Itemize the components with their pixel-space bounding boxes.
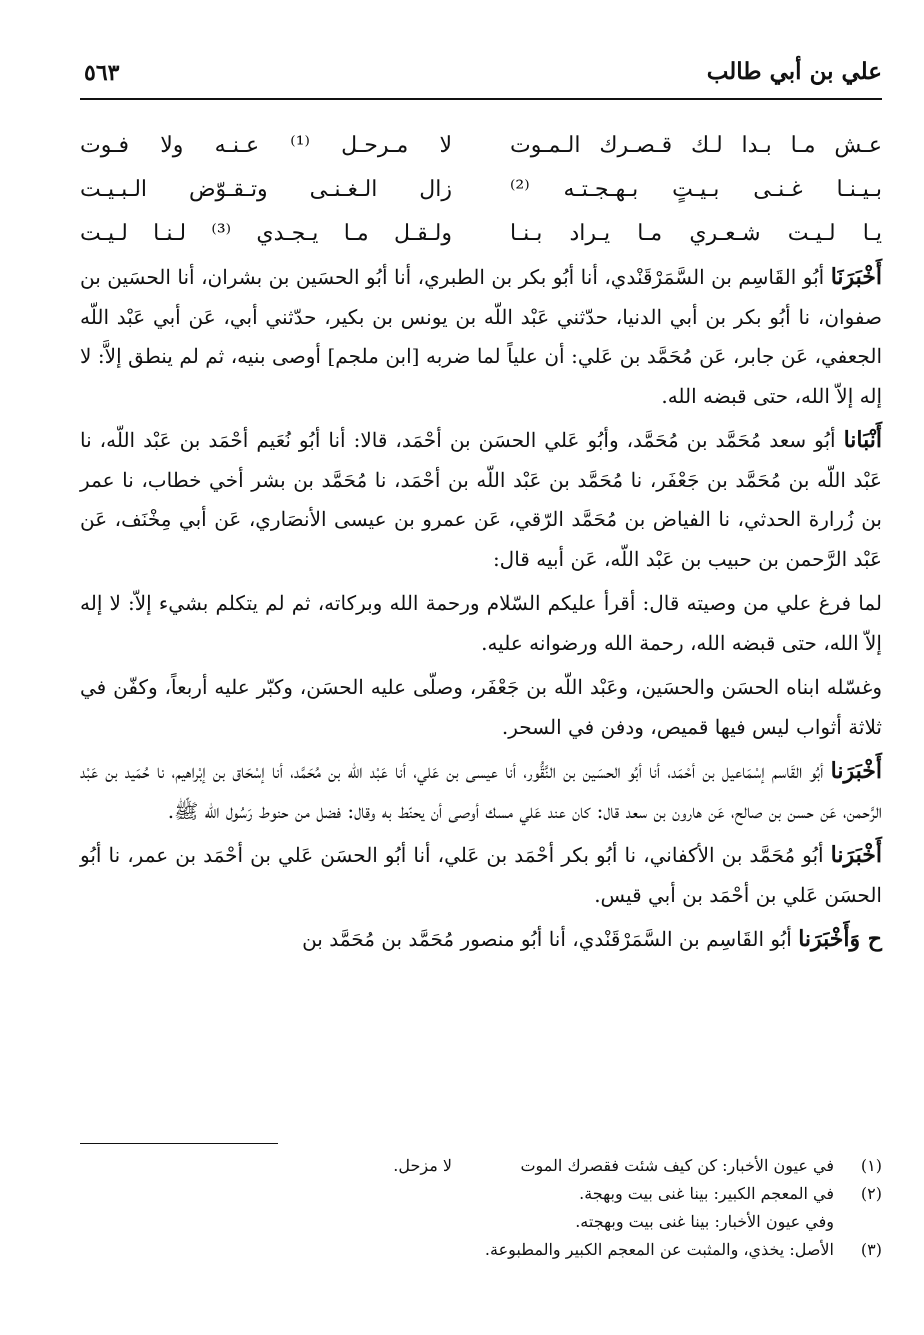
paragraph: [80, 920, 882, 960]
footnote-text: في عيون الأخبار: كن كيف شئت فقصرك الموت: [520, 1156, 834, 1175]
footnote-text: في المعجم الكبير: بينا غنى بيت وبهجة.: [579, 1184, 834, 1203]
poem-verse: [80, 214, 882, 258]
paragraph: [80, 752, 882, 831]
verse-first-hemistich: يـا لـيـت شـعـري مـا يـراد بـنـا: [510, 221, 882, 246]
page-header: [80, 58, 882, 100]
footnote-text-continued: لا مزحل.: [393, 1156, 452, 1175]
footnote-text: الأصل: يخذي، والمثبت عن المعجم الكبير والمطبوعة.: [484, 1240, 834, 1259]
narration-keyword: أَنْبَانا: [843, 427, 882, 453]
paragraph: [80, 421, 882, 579]
footnote-separator: [80, 1143, 278, 1144]
narration-keyword: ح وَأَخْبَرَنا: [798, 926, 882, 952]
paragraph-text: أبُو القَاسِم بن السَّمَرْقَنْدي، أنا أبُو بكر بن الطبري، أنا أبُو الحسَين بن بشران، أنا الحسَين بن صفوان، نا أبُو بكر بن أبي الدنيا، حدّثني عَبْد اللّه بن يونس بن بكير، حدّثني أبي، عَن أبي عَبْد اللّه الجعفي، عَن جابر، عَن مُحَمَّد بن عَلي: أن علياً لما ضربه [ابن ملجم] أوصى بنيه، ثم لم ينطق إلاَّ: لا إله إلاّ الله، حتى قبضه الله.: [80, 265, 882, 408]
verse-second-hemistich: زال الـغـنـى وتـقـوّض الـبـيـت: [80, 177, 452, 202]
paragraph: [80, 668, 882, 747]
footnotes: [80, 1152, 882, 1264]
paragraph-text: أبُو سعد مُحَمَّد بن مُحَمَّد، وأبُو عَلي الحسَن بن أحْمَد، قالا: أنا أبُو نُعَيم أحْمَد بن عَبْد اللّه، نا عَبْد اللّه بن مُحَمَّد بن جَعْفَر، نا مُحَمَّد بن عَبْد اللّه بن أحْمَد، نا مُحَمَّد بن بشر أخي خطاب، نا عمر بن زُرارة الحدثي، نا الفياض بن مُحَمَّد الرّقي، عَن عمرو بن عيسى الأنصَاري، عَن أبي مِخْنَف، عَن عَبْد الرَّحمن بن حبيب بن عَبْد اللّه، عَن أبيه قال:: [80, 428, 882, 571]
paragraph: [80, 584, 882, 663]
footnote: [80, 1208, 882, 1236]
paragraph: [80, 836, 882, 915]
paragraph-text: وغسّله ابناه الحسَن والحسَين، وعَبْد اللّه بن جَعْفَر، وصلّى عليه الحسَن، وكبّر عليه أربعاً، وكفّن في ثلاثة أثواب ليس فيها قميص، ودفن في السحر.: [80, 675, 882, 739]
verse-second-hemistich: ولـقـل مـا يـجـدي ⁽³⁾ لـنـا لـيـت: [80, 221, 452, 246]
footnote-number: (١): [860, 1156, 882, 1175]
poem-block: [80, 126, 882, 258]
page-number: ٥٦٣: [84, 60, 120, 86]
paragraph-text: لما فرغ علي من وصيته قال: أقرأ عليكم السّلام ورحمة الله وبركاته، ثم لم يتكلم بشيء إلاّ: لا إله إلاّ الله، حتى قبضه الله، رحمة الله ورضوانه عليه.: [80, 591, 882, 655]
poem-verse: [80, 126, 882, 170]
narration-keyword: أَخْبَرَنا: [830, 842, 882, 868]
running-title: علي بن أبي طالب: [706, 58, 882, 85]
verse-second-hemistich: لا مـرحـل ⁽¹⁾ عـنـه ولا فـوت: [80, 133, 453, 158]
narration-keyword: أَخْبَرَنا: [830, 758, 882, 784]
verse-first-hemistich: بـيـنـا غـنـى بـيـتٍ بـهـجـتـه ⁽²⁾: [510, 177, 882, 202]
narration-keyword: أَخْبَرَنَا: [830, 264, 883, 290]
paragraph-text: أبُو القَاسم إسْمَاعيل بن أحْمَد، أنا أبُو الحسَين بن النَّقُّور، أنا عيسى بن عَلي، أنا عَبْد اللّه بن مُحَمَّد، أنا إسْحَاق بن إبْراهيم، نا حُمَيد بن عَبْد الرَّحمن، عَن حسن بن صالح، عَن هارون بن سعد قال: كان عند عَلي مسك أوصى أن يحنّط به وقال: فضل من حنوط رَسُول الله ﷺ.: [80, 759, 882, 823]
footnote-text: وفي عيون الأخبار: بينا غنى بيت وبهجته.: [575, 1212, 834, 1231]
footnote-number: (٢): [860, 1184, 882, 1203]
footnote-number: (٣): [860, 1240, 882, 1259]
verse-first-hemistich: عـش مـا بـدا لـك قـصـرك الـمـوت: [510, 133, 882, 158]
main-text: [80, 258, 882, 965]
footnote: [80, 1180, 882, 1208]
poem-verse: [80, 170, 882, 214]
footnote: [80, 1152, 882, 1180]
paragraph: [80, 258, 882, 416]
footnote: [80, 1236, 882, 1264]
paragraph-text: أبُو القَاسِم بن السَّمَرْقَنْدي، أنا أبُو منصور مُحَمَّد بن مُحَمَّد بن: [302, 927, 799, 951]
paragraph-text: أبُو مُحَمَّد بن الأكفاني، نا أبُو بكر أحْمَد بن عَلي، أنا أبُو الحسَن عَلي بن أحْمَد بن عمر، نا أبُو الحسَن عَلي بن أحْمَد بن أبي قيس.: [80, 843, 882, 907]
